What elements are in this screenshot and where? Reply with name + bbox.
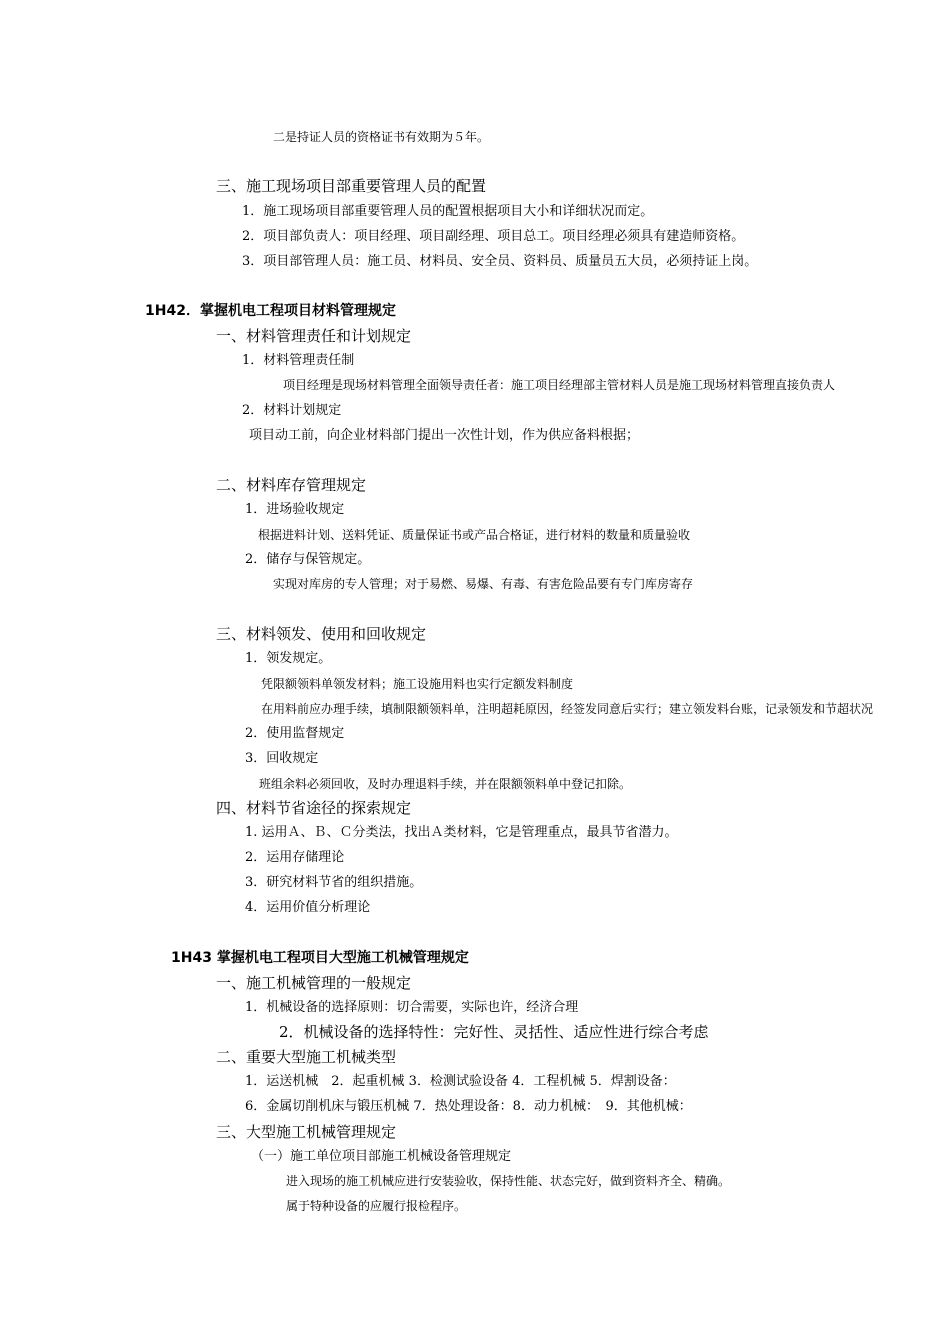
section-heading: 三、施工现场项目部重要管理人员的配置	[216, 177, 487, 195]
text-line: 项目经理是现场材料管理全面领导责任者：施工项目经理部主管材料人员是施工现场材料管理直接负责人	[283, 378, 836, 392]
section-heading: 一、材料管理责任和计划规定	[216, 327, 412, 345]
text-line: 1．进场验收规定	[245, 502, 345, 517]
text-line: 4．运用价值分析理论	[245, 900, 371, 915]
text-line: 1. 运用Ａ、Ｂ、Ｃ分类法，找出Ａ类材料，它是管理重点，最具节省潜力。	[245, 825, 678, 840]
text-line: 2．储存与保管规定。	[245, 552, 371, 567]
section-heading: 四、材料节省途径的探索规定	[216, 799, 412, 817]
text-line: 1．材料管理责任制	[242, 353, 355, 368]
section-heading: 一、施工机械管理的一般规定	[216, 974, 412, 992]
text-line: 3．研究材料节省的组织措施。	[245, 875, 423, 890]
text-line: 进入现场的施工机械应进行安装验收，保持性能、状态完好，做到资料齐全、精确。	[286, 1174, 731, 1188]
text-line: 凭限额领料单领发材料；施工设施用料也实行定额发料制度	[261, 677, 574, 691]
text-line: 项目动工前，向企业材料部门提出一次性计划，作为供应备料根据；	[249, 428, 640, 443]
text-line: 3．项目部管理人员：施工员、材料员、安全员、资料员、质量员五大员，必须持证上岗。	[242, 254, 758, 269]
text-line: 在用料前应办理手续，填制限额领料单，注明超耗原因，经签发同意后实行；建立领发料台账，记录领发和节超状况	[261, 702, 874, 716]
text-line: 6．金属切削机床与锻压机械 7．热处理设备：8．动力机械： 9．其他机械：	[245, 1099, 692, 1114]
text-line: 班组余料必须回收，及时办理退料手续，并在限额领料单中登记扣除。	[259, 777, 632, 791]
text-line: 实现对库房的专人管理；对于易燃、易爆、有毒、有害危险品要有专门库房寄存	[273, 577, 694, 591]
text-line: 二是持证人员的资格证书有效期为５年。	[273, 130, 490, 144]
text-line: 属于特种设备的应履行报检程序。	[286, 1199, 467, 1213]
text-line: 2．项目部负责人：项目经理、项目副经理、项目总工。项目经理必须具有建造师资格。	[242, 229, 745, 244]
text-line: 2．材料计划规定	[242, 403, 342, 418]
text-line: 1．施工现场项目部重要管理人员的配置根据项目大小和详细状况而定。	[242, 204, 654, 219]
section-heading: 三、材料领发、使用和回收规定	[216, 625, 427, 643]
text-line: 2．使用监督规定	[245, 726, 345, 741]
text-line: 根据进料计划、送料凭证、质量保证书或产品合格证，进行材料的数量和质量验收	[258, 528, 691, 542]
text-line: 1．运送机械 2．起重机械 3．检测试验设备 4．工程机械 5．焊割设备：	[245, 1074, 676, 1089]
text-line: （一）施工单位项目部施工机械设备管理规定	[251, 1149, 512, 1164]
chapter-heading: 1H42．掌握机电工程项目材料管理规定	[145, 303, 396, 319]
section-heading: 三、大型施工机械管理规定	[216, 1123, 397, 1141]
text-line: 2．运用存储理论	[245, 850, 345, 865]
chapter-heading: 1H43 掌握机电工程项目大型施工机械管理规定	[171, 950, 469, 966]
text-line: 1．机械设备的选择原则：切合需要，实际也许，经济合理	[245, 1000, 579, 1015]
text-line: 2．机械设备的选择特性：完好性、灵括性、适应性进行综合考虑	[279, 1023, 709, 1041]
section-heading: 二、材料库存管理规定	[216, 476, 367, 494]
text-line: 1．领发规定。	[245, 651, 332, 666]
text-line: 3．回收规定	[245, 751, 319, 766]
section-heading: 二、重要大型施工机械类型	[216, 1048, 397, 1066]
